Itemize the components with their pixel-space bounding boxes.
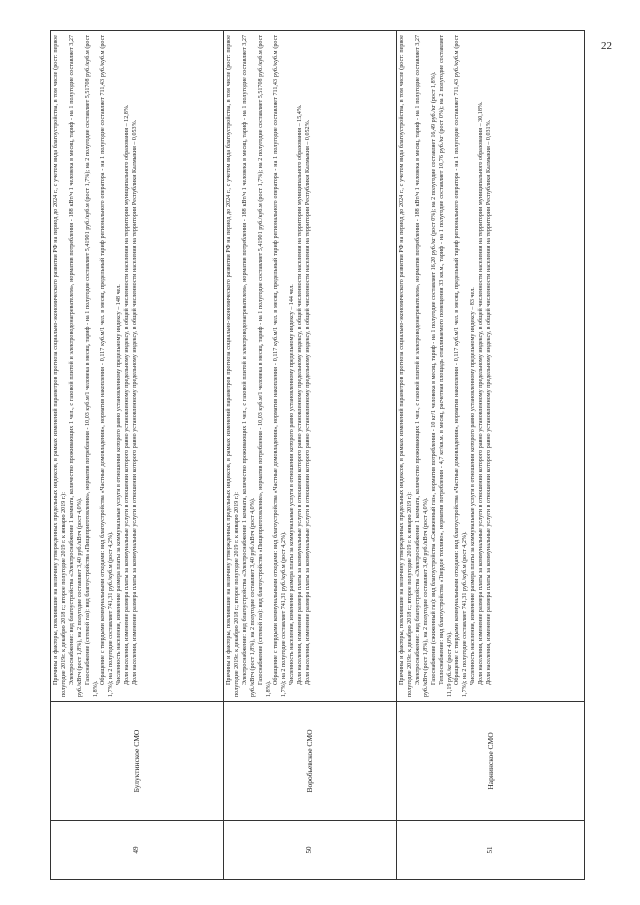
description-paragraph: Электроснабжение: вид благоустройства «Электроснабжение 1 комната, количество проживающих 1 чел., с газовой плитой и электроводонагревателем», норматив потребления - 188 кВт/ч 1 человека в месяц, тариф - на 1 полугодие составляет 3,27 руб./кВтч (рост 1,8%), на 2 полугодие составляет 3,40 руб./кВтч (рост 4,0%). — [414, 35, 429, 697]
description-paragraph: Доля населения, изменение размера платы за коммунальные услуги в отношении которого равно установленному предельному индексу, в общей численности населения на территории муниципального образования – 15,4%. — [297, 104, 304, 685]
municipality-name-cell: Воробьевское СМО — [224, 702, 397, 821]
table-row — [224, 31, 397, 880]
page-number: 22 — [601, 40, 612, 52]
description-paragraph: Электроснабжение: вид благоустройства «Электроснабжение 1 комната, количество проживающих 1 чел., с газовой плитой и электроводонагревателем», норматив потребления - 188 кВт/ч 1 человека в месяц, тариф - на 1 полугодие составляет 3,27 руб./кВтч (рост 1,8%), на 2 полугодие составляет 3,40 руб./кВтч (рост 4,0%). — [241, 35, 256, 697]
description-paragraph: Численность населения, изменение размера платы за коммунальные услуги в отношении которого равно установленному предельному индексу – 83 чел. — [470, 287, 477, 685]
description-cell — [51, 31, 224, 702]
description-paragraph: Причины и факторы, повлиявшие на величину утвержденных предельных индексов, в рамках изменений параметров прогноза социально-экономического развития РФ на период до 2024 г., с учетом вида благоустройства, в том числе (рост: первое полугодие 2019г. к декабрю 2018 г.; второе полугодие 2019 г. к январю 2019 г.): — [226, 35, 240, 697]
table-frame — [50, 30, 585, 880]
description-paragraph: Причины и факторы, повлиявшие на величину утвержденных предельных индексов, в рамках изменений параметров прогноза социально-экономического развития РФ на период до 2024 г., с учетом вида благоустройства, в том числе (рост: первое полугодие 2019г. к декабрю 2018 г.; второе полугодие 2019 г. к январю 2019 г.): — [53, 35, 67, 697]
description-paragraph: Доля населения, изменение размера платы за коммунальные услуги в отношении которого равно установленному предельному индексу, в общей численности населения на территории муниципального образования – 12,8%. — [124, 104, 131, 685]
row-number-cell: 50 — [224, 821, 397, 880]
row-number-cell: 51 — [397, 821, 585, 880]
description-paragraph: Электроснабжение: вид благоустройства «Электроснабжение 1 комната, количество проживающих 1 чел., с газовой плитой и электроводонагревателем», норматив потребления - 188 кВт/ч 1 человека в месяц, тариф - на 1 полугодие составляет 3,27 руб./кВтч (рост 1,8%), на 2 полугодие составляет 3,40 руб./кВтч (рост 4,0%). — [68, 35, 83, 697]
rotated-table-container — [50, 30, 585, 880]
description-paragraph: Обращение с твердыми коммунальными отходами: вид благоустройства «Частные домовладения», норматив накопления - 0,117 куб.м/1 чел. в месяц, предельный тариф регионального оператора - на 1 полугодие составляет 711,43 руб./куб.м (рост 1,7%); на 2 полугодие составляет 741,31 руб./куб.м (рост 4,2%). — [100, 35, 115, 697]
description-paragraph: Доля населения, изменение размера платы за коммунальные услуги в отношении которого равно установленному предельному индексу, в общей численности населения на территории Республики Калмыкия – 0,031%. — [486, 119, 493, 685]
municipality-name-cell: Нарнинское СМО — [397, 702, 585, 821]
description-paragraph: Доля населения, изменение размера платы за коммунальные услуги в отношении которого равно установленному предельному индексу, в общей численности населения на территории Республики Калмыкия – 0,052%. — [305, 119, 312, 685]
description-paragraph: Газоснабжение (сетевой газ): вид благоустройства «Пищеприготовление», норматив потребления - 10,03 куб.м/1 человека в месяц, тариф - на 1 полугодие составляет 5,41901 руб./куб.м (рост 1,7%); на 2 полугодие составляет 5,51708 руб./куб.м (рост 1,8%). — [257, 35, 272, 697]
description-paragraph: Газоснабжение (сетевой газ): вид благоустройства «Пищеприготовление», норматив потребления - 10,03 куб.м/1 человека в месяц, тариф - на 1 полугодие составляет 5,41901 руб./куб.м (рост 1,7%); на 2 полугодие составляет 5,51708 руб./куб.м (рост 1,8%). — [84, 35, 99, 697]
description-cell — [224, 31, 397, 702]
description-paragraph: Доля населения, изменение размера платы за коммунальные услуги в отношении которого равно установленному предельному индексу, в общей численности населения на территории муниципального образования – 30,18%. — [478, 101, 485, 685]
table-row — [397, 31, 585, 880]
description-paragraph: Численность населения, изменение размера платы за коммунальные услуги в отношении которого равно установленному предельному индексу – 144 чел. — [289, 284, 296, 685]
description-paragraph: Обращение с твердыми коммунальными отходами: вид благоустройства «Частные домовладения», норматив накопления - 0,117 куб.м/1 чел. в месяц, предельный тариф регионального оператора - на 1 полугодие составляет 711,43 руб./куб.м (рост 1,7%); на 2 полугодие составляет 741,31 руб./куб.м (рост 4,2%). — [273, 35, 288, 697]
municipality-name-cell: Булуктинское СМО — [51, 702, 224, 821]
row-number-cell: 49 — [51, 821, 224, 880]
tariff-index-table — [50, 30, 585, 880]
description-cell — [397, 31, 585, 702]
description-paragraph: Численность населения, изменение размера платы за коммунальные услуги в отношении которого равно установленному предельному индексу – 148 чел. — [116, 284, 123, 685]
description-paragraph: Теплоснабжение: вид благоустройства «Твердое топливо», норматив потребления - 4,7 кг/кв.м. в месяц, расчетная площадь отапливаемого помещения 33 кв.м., тариф - на 1 полугодие составляет 10,76 руб./кг (рост 0%); на 2 полугодие составляет 11,19 руб./кг (рост 4,0%). — [438, 35, 453, 697]
description-paragraph: Причины и факторы, повлиявшие на величину утвержденных предельных индексов, в рамках изменений параметров прогноза социально-экономического развития РФ на период до 2024 г., с учетом вида благоустройства, в том числе (рост: первое полугодие 2019г. к декабрю 2018 г.; второе полугодие 2019 г. к январю 2019 г.): — [399, 35, 413, 697]
description-paragraph: Доля населения, изменение размера платы за коммунальные услуги в отношении которого равно установленному предельному индексу, в общей численности населения на территории Республики Калмыкия – 0,053%. — [132, 119, 139, 685]
description-paragraph: Газоснабжение (сжиженный газ): вид благоустройства «Сжиженный газ», норматив потребления - 10 кг/1 человека в месяц, тариф - на 1 полугодие составляет 16,20 руб./кг (рост 0%); на 2 полугодие составляет 16,49 руб./кг (рост 1,8%). — [430, 71, 437, 685]
description-paragraph: Обращение с твердыми коммунальными отходами: вид благоустройства «Частные домовладения», норматив накопления - 0,117 куб.м/1 чел. в месяц, предельный тариф регионального оператора - на 1 полугодие составляет 711,43 руб./куб.м (рост 1,7%); на 2 полугодие составляет 741,31 руб./куб.м (рост 4,2%). — [454, 35, 469, 697]
table-row — [51, 31, 224, 880]
